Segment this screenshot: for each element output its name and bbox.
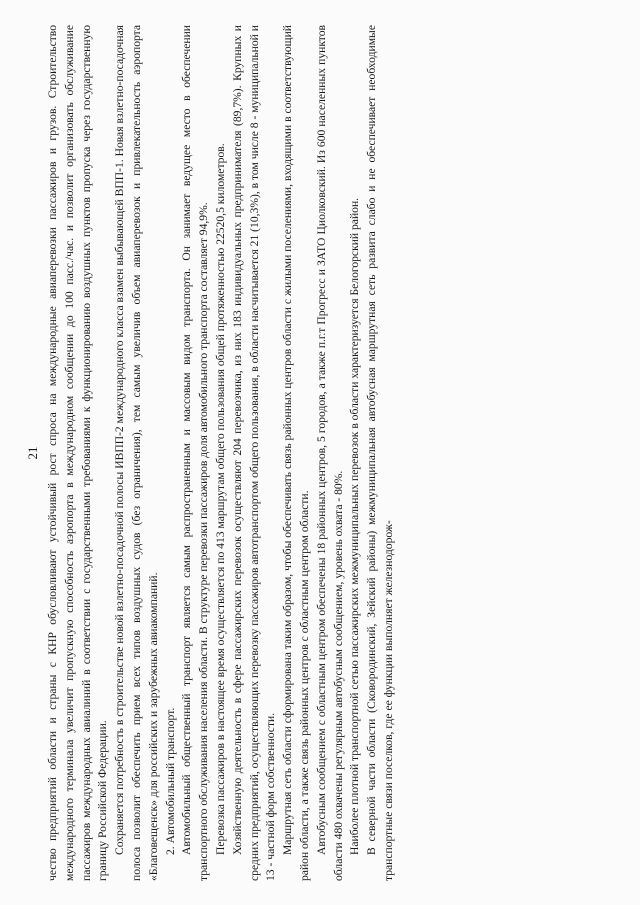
paragraph: чество предприятий области и страны с КНР обусловливают устойчивый рост спроса на международные авиаперевозки пассажиров и грузов. Строительство международного терминала увеличит пропускную способность аэропорта в международном сообщении до 100 пасс./час. и позволит организовать обслуживание пассажиров международных авиалиний в соответствии с государственными требованиями к функционированию воздушных пунктов пропуска через государственную границу Российской Федерации.	[46, 24, 110, 881]
section-heading: 2. Автомобильный транспорт.	[163, 707, 177, 855]
rotated-document	[25, 23, 615, 883]
paragraph: Автомобильный общественный транспорт является самым распространенным и массовым видом транспорта. Он занимает ведущее место в обеспечении транспортного обслуживания населения области. В структуре перевозки пассажиров доля автомобильного транспорта составляет 94,9%.	[180, 24, 211, 881]
document-body	[45, 23, 398, 883]
paragraph: В северной части области (Сковородинский, Зейский районы) межмуниципальная автобусная маршрутная сеть развита слабо и не обеспечивает необходимые транспортные связи поселков, где ее функции выполняет железнодорож-	[365, 24, 395, 881]
paragraph: Сохраняется потребность в строительстве новой взлетно-посадочной полосы ИВПП-2 международного класса взамен выбывающей ВПП-1. Новая взлетно-посадочная полоса позволит обеспечить прием всех типов воздушных судов (без ограничения), тем самым увеличив объем авиаперевозок и привлекательность аэропорта «Благовещенск» для российских и зарубежных авиакомпаний.	[113, 24, 160, 881]
paragraph: Наиболее плотной транспортной сетью пассажирских межмуниципальных перевозок в области характеризуется Белогорский район.	[348, 197, 362, 855]
paragraph: Перевозка пассажиров в настоящее время осуществляется по 413 маршрутам общего пользования общей протяженностью 22520,5 километров.	[213, 142, 227, 855]
page-number: 21	[25, 446, 40, 459]
paragraph: Маршрутная сеть области сформирована таким образом, чтобы обеспечивать связь районных центров области с жилыми поселениями, входящими в соответствующий район области, а также связь районных центров с областным центром области.	[281, 24, 311, 881]
paragraph: Автобусным сообщением с областным центром обеспечены 18 районных центров, 5 городов, а также п.г.т Прогресс и ЗАТО Циолковский. Из 600 населенных пунктов области 480 охвачены регулярным автобусным сообщением, уровень охвата - 80%.	[314, 24, 345, 881]
paragraph: Хозяйственную деятельность в сфере пассажирских перевозок осуществляют 204 перевозчика, из них 183 индивидуальных предпринимателя (89,7%). Крупных и средних предприятий, осуществляющих перевозку пассажиров автотранспортом общего пользования, в области насчитывается 21 (10,3%), в том числе 8 - муниципальной и 13 - частной форм собственности.	[230, 24, 278, 881]
